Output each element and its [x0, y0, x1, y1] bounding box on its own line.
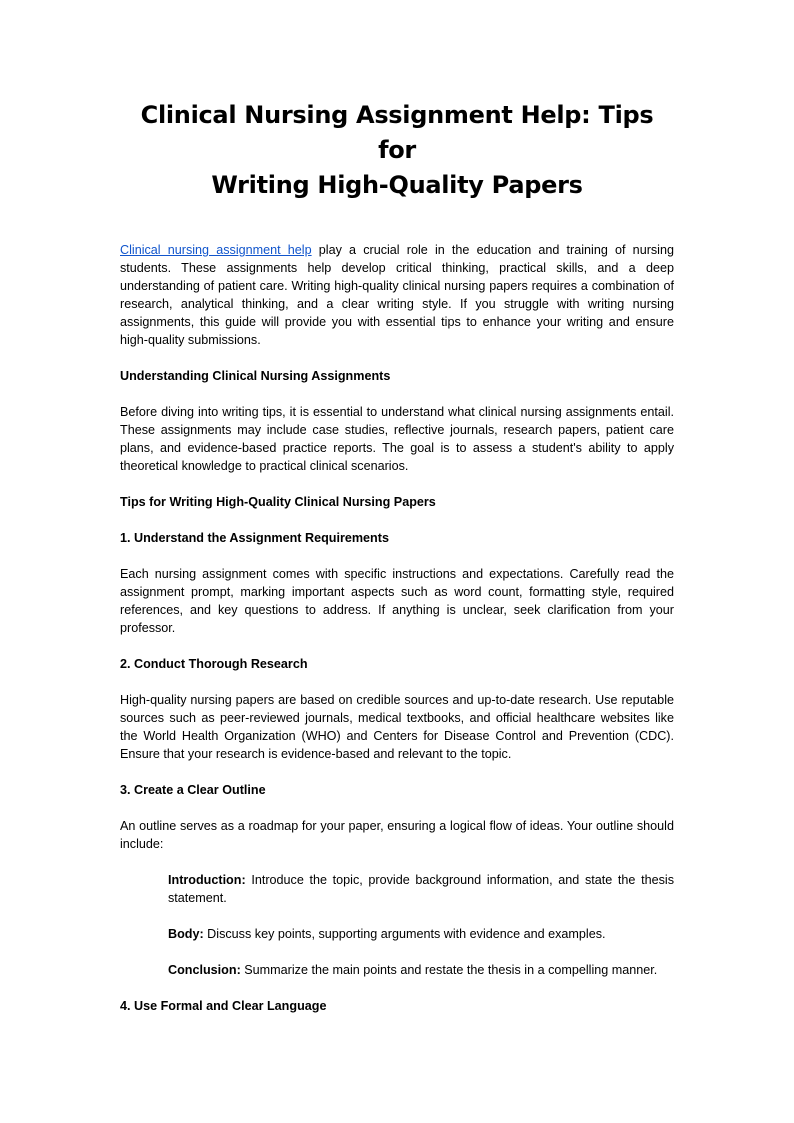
- outline-item-text: Discuss key points, supporting arguments with evidence and examples.: [203, 927, 606, 941]
- clinical-nursing-help-link[interactable]: Clinical nursing assignment help: [120, 243, 312, 257]
- tip1-paragraph: Each nursing assignment comes with specific instructions and expectations. Carefully read the assignment prompt, marking important aspects such as word count, formatting style, required references, and key questions to address. If anything is unclear, seek clarification from your professor.: [120, 567, 674, 635]
- tip1-heading: 1. Understand the Assignment Requirements: [120, 531, 389, 545]
- outline-item-body: [168, 925, 674, 943]
- outline-item-label: Introduction:: [168, 873, 246, 887]
- tip3-heading: 3. Create a Clear Outline: [120, 783, 266, 797]
- outline-item-conclusion: [168, 961, 674, 979]
- outline-item-label: Conclusion:: [168, 963, 241, 977]
- outline-item-text: Introduce the topic, provide background information, and state the thesis statement.: [168, 873, 674, 905]
- understanding-heading: Understanding Clinical Nursing Assignments: [120, 369, 391, 383]
- outline-item-label: Body:: [168, 927, 204, 941]
- title-line-1: Clinical Nursing Assignment Help: Tips for: [140, 101, 654, 164]
- title-line-2: Writing High-Quality Papers: [211, 171, 583, 199]
- tip3-paragraph: An outline serves as a roadmap for your paper, ensuring a logical flow of ideas. Your outline should include:: [120, 819, 674, 851]
- tip2-heading: 2. Conduct Thorough Research: [120, 657, 308, 671]
- tip4-heading: 4. Use Formal and Clear Language: [120, 999, 327, 1013]
- intro-paragraph: [120, 241, 674, 349]
- understanding-paragraph: Before diving into writing tips, it is essential to understand what clinical nursing assignments entail. These assignments may include case studies, reflective journals, research papers, patient care plans, and evidence-based practice reports. The goal is to assess a student's ability to apply theoretical knowledge to practical clinical scenarios.: [120, 405, 674, 473]
- document-page: [120, 98, 674, 1033]
- outline-item-text: Summarize the main points and restate the thesis in a compelling manner.: [240, 963, 658, 977]
- tip2-paragraph: High-quality nursing papers are based on credible sources and up-to-date research. Use reputable sources such as peer-reviewed journals, medical textbooks, and official healthcare websites like the World Health Organization (WHO) and Centers for Disease Control and Prevention (CDC). Ensure that your research is evidence-based and relevant to the topic.: [120, 693, 674, 761]
- intro-text: play a crucial role in the education and training of nursing students. These assignments help develop critical thinking, practical skills, and a deep understanding of patient care. Writing high-quality clinical nursing papers requires a combination of research, analytical thinking, and a clear writing style. If you struggle with writing nursing assignments, this guide will provide you with essential tips to enhance your writing and ensure high-quality submissions.: [120, 243, 674, 347]
- tips-heading: Tips for Writing High-Quality Clinical Nursing Papers: [120, 495, 436, 509]
- outline-item-introduction: [168, 871, 674, 907]
- page-title: [120, 98, 674, 203]
